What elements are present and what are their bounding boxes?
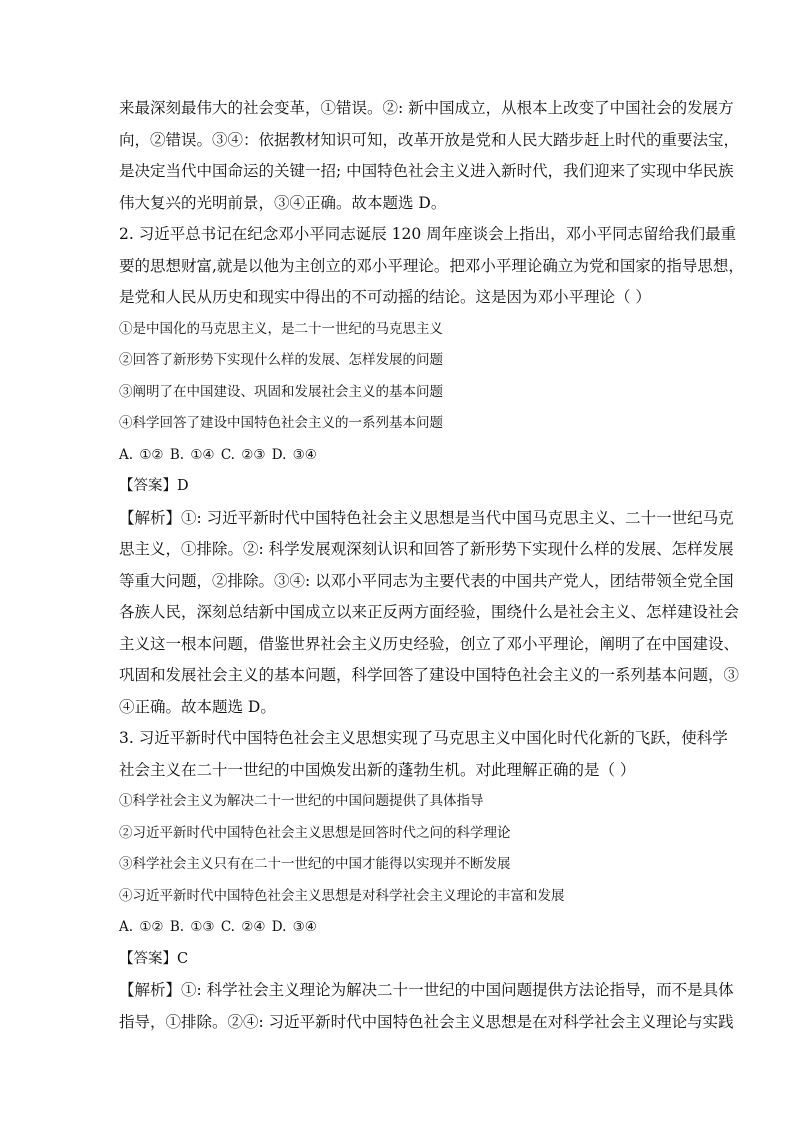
option-item: ④科学回答了建设中国特色社会主义的一系列基本问题 [119, 415, 443, 431]
question-3 [119, 723, 734, 1038]
option-item: ④习近平新时代中国特色社会主义思想是对科学社会主义理论的丰富和发展 [119, 887, 565, 904]
text-line: 向，②错误。③④：依据教材知识可知，改革开放是党和人民大踏步赶上时代的重要法宝， [119, 130, 740, 149]
option-item: ③阐明了在中国建设、巩固和发展社会主义的基本问题 [119, 383, 443, 400]
stem-line: 3. 习近平新时代中国特色社会主义思想实现了马克思主义中国化时代化新的飞跃，使科学 [119, 729, 728, 747]
question-2 [119, 219, 744, 723]
analysis-line: 巩固和发展社会主义的基本问题，科学回答了建设中国特色社会主义的一系列基本问题，③ [119, 666, 740, 684]
text-line: 伟大复兴的光明前景，③④正确。故本题选 D。 [119, 193, 447, 212]
answer-choices: A. ①② B. ①③ C. ②④ D. ③④ [119, 919, 317, 935]
analysis [119, 975, 734, 1038]
stem-line: 要的思想财富,就是以他为主创立的邓小平理论。把邓小平理论确立为党和国家的指导思想， [119, 256, 744, 275]
analysis-line: 【解析】①: 习近平新时代中国特色社会主义思想是当代中国马克思主义、二十一世纪马克 [119, 508, 734, 527]
document-content [119, 93, 744, 1038]
text-line: 来最深刻最伟大的社会变革，①错误。②: 新中国成立，从根本上改变了中国社会的发展方 [119, 99, 734, 117]
stem-line: 2. 习近平总书记在纪念邓小平同志诞辰 120 周年座谈会上指出，邓小平同志留给我们最重 [119, 225, 737, 243]
previous-analysis-continuation [119, 93, 740, 219]
stem-line: 社会主义在二十一世纪的中国焕发出新的蓬勃生机。对此理解正确的是（ ） [119, 760, 636, 779]
text-line: 是决定当代中国命运的关键一招; 中国特色社会主义进入新时代，我们迎来了实现中华民族 [119, 162, 734, 180]
analysis [119, 503, 740, 724]
option-list [119, 314, 679, 440]
analysis-line: 主义这一根本问题，借鉴世界社会主义历史经验，创立了邓小平理论，阐明了在中国建设、 [119, 634, 740, 653]
answer-label: 【答案】D [119, 478, 189, 494]
answer-label: 【答案】C [119, 950, 189, 967]
option-item: ①科学社会主义为解决二十一世纪的中国问题提供了具体指导 [119, 793, 484, 809]
analysis-line: 【解析】①: 科学社会主义理论为解决二十一世纪的中国问题提供方法论指导，而不是具体 [119, 981, 734, 999]
analysis-line: ④正确。故本题选 D。 [119, 697, 276, 716]
answer-choices: A. ①② B. ①④ C. ②③ D. ③④ [119, 446, 317, 463]
option-item: ②习近平新时代中国特色社会主义思想是回答时代之问的科学理论 [119, 824, 511, 841]
question-stem [119, 723, 728, 786]
analysis-line: 指导，①排除。②④: 习近平新时代中国特色社会主义思想是在对科学社会主义理论与实践 [119, 1012, 734, 1031]
analysis-line: 等重大问题，②排除。③④: 以邓小平同志为主要代表的中国共产党人，团结带领全党全国 [119, 571, 734, 590]
option-list [119, 786, 679, 912]
stem-line: 是党和人民从历史和现实中得出的不可动摇的结论。这是因为邓小平理论（ ） [119, 288, 651, 306]
option-item: ②回答了新形势下实现什么样的发展、怎样发展的问题 [119, 352, 443, 368]
analysis-line: 思主义，①排除。②: 科学发展观深刻认识和回答了新形势下实现什么样的发展、怎样发展 [119, 540, 734, 558]
option-item: ①是中国化的马克思主义，是二十一世纪的马克思主义 [119, 320, 443, 337]
analysis-line: 各族人民，深刻总结新中国成立以来正反两方面经验，围绕什么是社会主义、怎样建设社会 [119, 603, 740, 621]
option-item: ③科学社会主义只有在二十一世纪的中国才能得以实现并不断发展 [119, 856, 511, 872]
question-stem [119, 219, 744, 314]
